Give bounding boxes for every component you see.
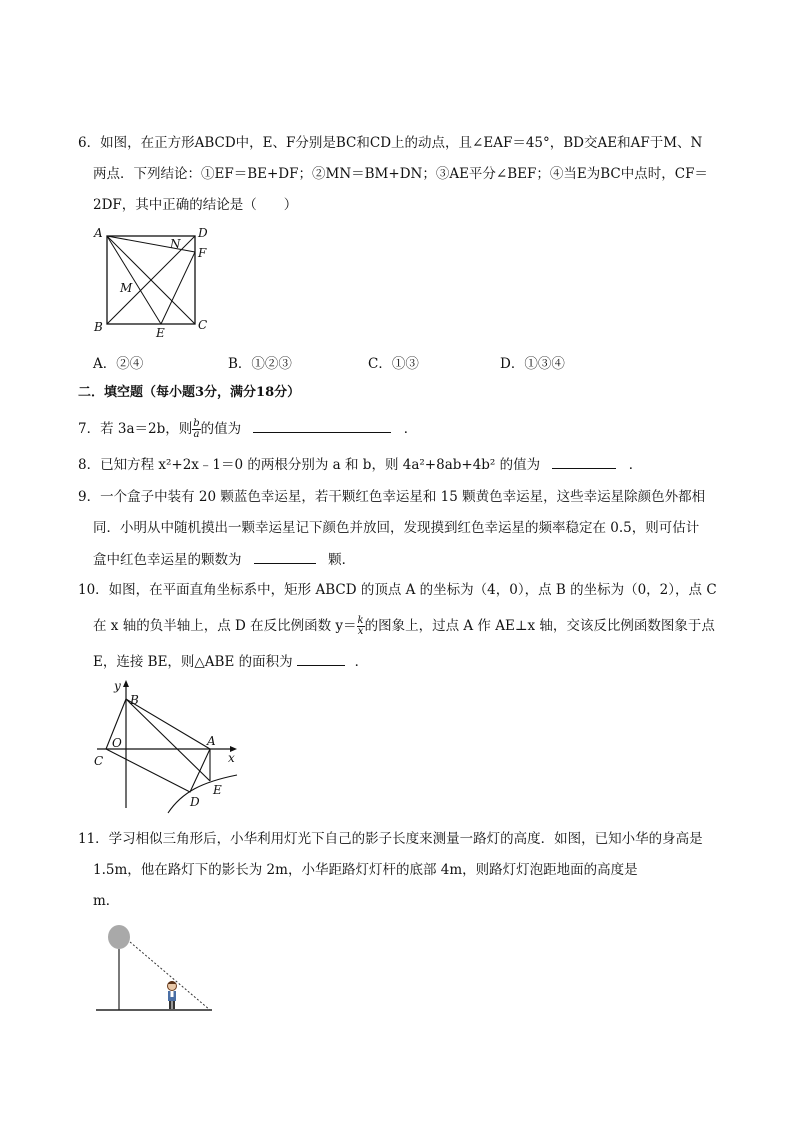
q10-line3-b: ． xyxy=(354,654,369,670)
q6-label-b: B xyxy=(94,320,103,334)
q10-label-y: y xyxy=(114,679,121,693)
q6-line1: 6．如图，在正方形ABCD中，E、F分别是BC和CD上的动点，且∠EAF＝45°，BD交AE和AF于M、N xyxy=(78,135,703,151)
q9-line2: 同．小明从中随机摸出一颗幸运星记下颜色并放回，发现摸到红色幸运星的频率稳定在 0.5，则可估计 xyxy=(93,520,700,536)
q10-label-d: D xyxy=(190,795,200,809)
q10-label-c: C xyxy=(94,754,104,768)
q6-label-m: M xyxy=(120,281,133,295)
q11-line2: 1.5m，他在路灯下的影长为 2m，小华距路灯灯杆的底部 4m，则路灯灯泡距地面的高度是 xyxy=(93,862,638,878)
q8-answer-blank[interactable] xyxy=(552,454,616,469)
q6-square-figure xyxy=(90,225,210,340)
q11-line3: m． xyxy=(93,893,120,909)
q10-label-b: B xyxy=(130,693,139,707)
lamp-icon xyxy=(108,925,130,949)
q6-option-c[interactable]: C．①③ xyxy=(368,356,419,372)
q6-label-e: E xyxy=(156,326,165,340)
q6-label-d: D xyxy=(198,226,208,240)
q9-line3 xyxy=(93,549,355,570)
q10-line1: 10．如图，在平面直角坐标系中，矩形 ABCD 的顶点 A 的坐标为（4，0），点 B 的坐标为（0，2），点 C xyxy=(78,582,717,598)
q10-line2-a: 在 x 轴的负半轴上，点 D 在反比例函数 y＝ xyxy=(93,618,357,634)
q6-line2: 两点．下列结论：①EF＝BE+DF；②MN＝BM+DN；③AE平分∠BEF；④当E为BC中点时，CF＝ xyxy=(93,166,708,182)
q6-option-b[interactable]: B．①②③ xyxy=(228,356,292,372)
q8-line xyxy=(78,454,642,475)
q7-suffix: 的值为 xyxy=(200,421,242,437)
q10-line3 xyxy=(93,651,368,672)
q7-line xyxy=(78,418,417,440)
q10-label-e: E xyxy=(213,783,222,797)
q10-line3-a: E，连接 BE，则△ABE 的面积为 xyxy=(93,654,293,670)
q11-line1: 11．学习相似三角形后，小华利用灯光下自己的影子长度来测量一路灯的高度．如图，已知小华的身高是 xyxy=(78,831,703,847)
q7-answer-blank[interactable] xyxy=(253,418,391,433)
q7-prefix: 7．若 3a＝2b，则 xyxy=(78,421,193,437)
q6-label-n: N xyxy=(170,237,181,251)
q11-streetlight-figure xyxy=(94,922,219,1017)
q6-option-d[interactable]: D．①③④ xyxy=(500,356,565,372)
q9-line3-b: 颗． xyxy=(328,552,356,568)
q8-end: ． xyxy=(628,457,643,473)
q10-line2-b: 的图象上，过点 A 作 AE⊥x 轴，交该反比例函数图象于点 xyxy=(364,618,715,634)
q6-label-c: C xyxy=(198,318,208,332)
q9-answer-blank[interactable] xyxy=(254,549,316,564)
q6-label-f: F xyxy=(198,246,207,260)
q10-answer-blank[interactable] xyxy=(297,651,345,666)
q10-label-a: A xyxy=(207,734,216,748)
q10-label-o: O xyxy=(112,736,122,750)
section-heading: 二．填空题（每小题3分，满分18分） xyxy=(78,385,301,400)
q6-line-ae xyxy=(107,236,161,324)
q10-label-x: x xyxy=(228,751,235,765)
q10-coordinate-figure xyxy=(92,678,242,813)
q6-label-a: A xyxy=(94,226,103,240)
q6-option-a[interactable]: A．②④ xyxy=(93,356,144,372)
person-icon xyxy=(168,981,177,1009)
q6-line-ef xyxy=(161,252,195,324)
q9-line3-a: 盒中红色幸运星的颗数为 xyxy=(93,552,242,568)
q8-text: 8．已知方程 x²+2x﹣1＝0 的两根分别为 a 和 b，则 4a²+8ab+4b² 的值为 xyxy=(78,457,541,473)
q10-fraction: $\frac{k}{x}$ xyxy=(357,615,364,637)
q10-line2 xyxy=(93,616,715,637)
q6-line3: 2DF，其中正确的结论是（ ） xyxy=(93,197,298,213)
q7-end: ． xyxy=(403,421,418,437)
q9-line1: 9．一个盒子中装有 20 颗蓝色幸运星，若干颗红色幸运星和 15 颗黄色幸运星，这些幸运星除颜色外都相 xyxy=(78,489,706,505)
q7-fraction: $\frac{b}{a}$ xyxy=(193,418,200,440)
